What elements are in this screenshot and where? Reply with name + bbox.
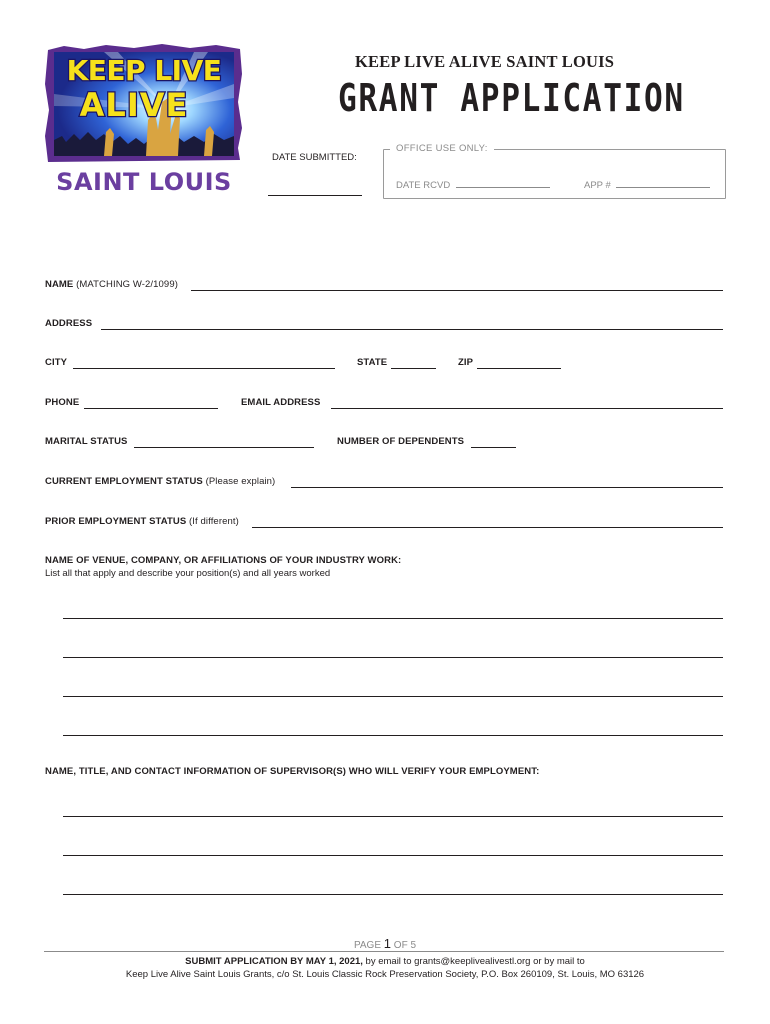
name-label-text: NAME [45,279,74,290]
current-employment-field[interactable] [291,487,723,488]
phone-label: PHONE [45,397,80,408]
office-app-label: APP # [584,180,611,191]
current-employment-note: (Please explain) [205,476,276,487]
office-use-box [383,149,726,199]
office-use-title: OFFICE USE ONLY: [390,143,494,154]
page-number [0,936,770,951]
email-label: EMAIL ADDRESS [241,397,321,408]
venue-section-instructions: List all that apply and describe your position(s) and all years worked [45,568,331,579]
logo-text-alive: ALIVE [79,86,189,124]
supervisor-line-1[interactable] [63,816,723,817]
logo-text-keep-live: KEEP LIVE [66,54,222,87]
supervisor-line-3[interactable] [63,894,723,895]
office-date-rcvd-label: DATE RCVD [396,180,451,191]
state-label: STATE [357,357,388,368]
date-submitted-field[interactable] [268,195,362,196]
footer-divider [44,951,724,952]
email-field[interactable] [331,408,723,409]
office-date-rcvd-field[interactable] [456,178,550,188]
name-field[interactable] [191,290,723,291]
current-employment-label [45,476,275,487]
prior-employment-field[interactable] [252,527,723,528]
footer-submit-instructions [0,956,770,967]
zip-label: ZIP [458,357,474,368]
organization-title: KEEP LIVE ALIVE SAINT LOUIS [355,52,615,71]
city-field[interactable] [73,368,335,369]
document-title: GRANT APPLICATION [338,76,685,120]
prior-employment-note: (If different) [189,516,239,527]
name-note: (MATCHING W-2/1099) [76,279,178,290]
keep-live-alive-logo [44,44,244,196]
name-label [45,279,178,290]
footer-mailing-address: Keep Live Alive Saint Louis Grants, c/o St. Louis Classic Rock Preservation Society, P.O. Box 260109, St. Louis, MO 63126 [125,969,645,980]
office-app-number [584,178,710,191]
footer-deadline: SUBMIT APPLICATION BY MAY 1, 2021, [185,956,363,967]
venue-line-2[interactable] [63,657,723,658]
prior-employment-label [45,516,239,527]
marital-status-label: MARITAL STATUS [45,436,128,447]
page-suffix: OF 5 [393,940,417,951]
dependents-field[interactable] [471,447,516,448]
logo-text-saint-louis: SAINT LOUIS [56,168,232,196]
address-field[interactable] [101,329,723,330]
office-app-field[interactable] [616,178,710,188]
phone-field[interactable] [84,408,218,409]
prior-employment-label-text: PRIOR EMPLOYMENT STATUS [45,516,187,527]
venue-line-4[interactable] [63,735,723,736]
zip-field[interactable] [477,368,561,369]
date-submitted-label: DATE SUBMITTED: [272,152,357,163]
page-prefix: PAGE [353,940,381,951]
supervisor-line-2[interactable] [63,855,723,856]
city-label: CITY [45,357,68,368]
state-field[interactable] [391,368,436,369]
venue-line-3[interactable] [63,696,723,697]
page-current: 1 [383,936,392,951]
dependents-label: NUMBER OF DEPENDENTS [337,436,465,447]
address-label: ADDRESS [45,318,93,329]
marital-status-field[interactable] [134,447,314,448]
office-date-rcvd [396,178,550,191]
venue-line-1[interactable] [63,618,723,619]
footer-email-text: by email to grants@keeplivealivestl.org or by mail to [362,956,585,967]
supervisor-section-title: NAME, TITLE, AND CONTACT INFORMATION OF SUPERVISOR(S) WHO WILL VERIFY YOUR EMPLOYMENT: [45,766,540,777]
current-employment-label-text: CURRENT EMPLOYMENT STATUS [45,476,203,487]
venue-section-title: NAME OF VENUE, COMPANY, OR AFFILIATIONS OF YOUR INDUSTRY WORK: [45,555,402,566]
